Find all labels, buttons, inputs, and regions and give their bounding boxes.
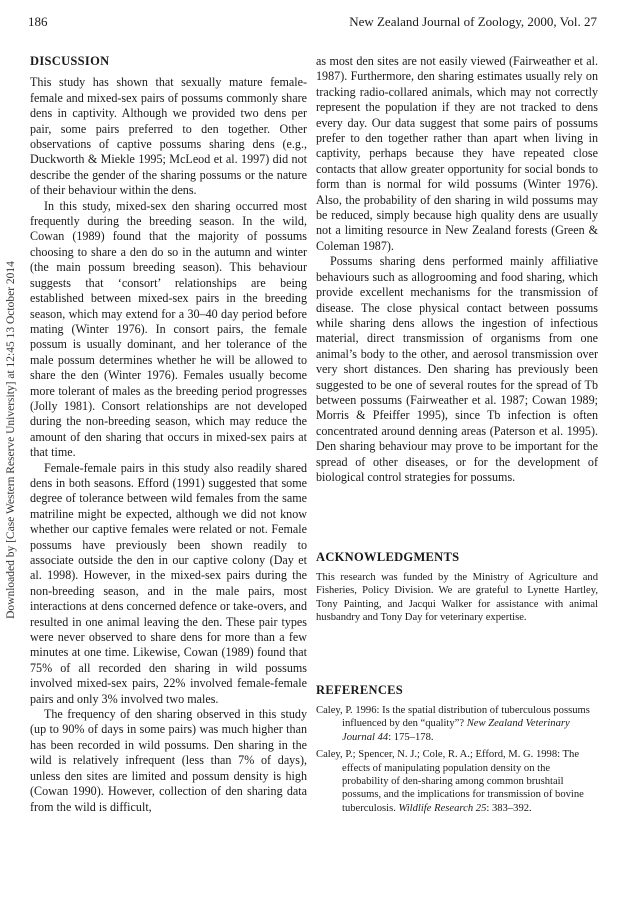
page-number: 186 [28,14,48,29]
discussion-paragraph: as most den sites are not easily viewed (Fairweather et al. 1987). Furthermore, den sharing estimates usually rely on tracking radio-collared animals, which may not correctly represent the population if they are not tracked to dens every day. Our data suggest that some pairs of possums prefer to den together rather than apart when living in captivity, perhaps because they have repeated close contacts that allow greater opportunity for social bonds to form than is normal for wild possums (Winter 1976). Also, the probability of den sharing in wild possums may be reduced, simply because high quality dens are usually not a limiting resource in New Zealand forests (Green & Coleman 1987). [316,54,598,253]
reference-journal: Wildlife Research 25 [398,802,487,814]
references-section [316,683,598,819]
reference-journal: New Zealand Veterinary Journal 44 [342,718,570,743]
watermark-text: Downloaded by [Case Western Reserve University] at 12:45 13 October 2014 [5,261,17,619]
reference-entry [316,704,598,744]
reference-authors: Caley, P. 1996: Is the spatial distribution of tuberculous possums influenced by den “quality”? [316,705,590,730]
discussion-paragraph: Possums sharing dens performed mainly affiliative behaviours such as allogrooming and food sharing, which provide excellent mechanisms for the transmission of disease. The close physical contact between possums while sharing dens allows the ingestion of infectious material, direct transmission of organisms from one animal’s body to the other, and aerosol transmission over very short distances. Den sharing has previously been suggested to be one of several routes for the spread of Tb between possums (Fairweather et al. 1987; Cowan 1989; Morris & Pfeiffer 1995), since Tb infection is often concentrated around denning areas (Paterson et al. 1995). Den sharing behaviour may prove to be important for the spread of other diseases, or for the development of biological control strategies for possums. [316,254,598,484]
reference-authors: Caley, P.; Spencer, N. J.; Cole, R. A.; Efford, M. G. 1998: The effects of manipulating population density on the probability of den-sharing among common brushtail possums, and the implications for transmission of bovine tuberculosis. [316,749,584,814]
right-column [316,54,598,485]
acknowledgments-text: This research was funded by the Ministry of Agriculture and Fisheries, Policy Division. We are grateful to Lynette Hartley, Tony Painting, and Jacqui Walker for assistance with animal husbandry and Tony Day for veterinary expertise. [316,572,598,624]
discussion-paragraph: In this study, mixed-sex den sharing occurred most frequently during the breeding season. In the wild, Cowan (1989) found that the majority of possums choosing to share a den do so in the autumn and winter (the main possum breeding season). This behaviour suggests that ‘consort’ relationships are being established between mixed-sex pairs in the breeding season, which may extend for a 30–40 day period before mating (Winter 1976). In consort pairs, the female possum is usually dominant, and her tolerance of the male possum determines whether he will be allowed to share the den (Winter 1976). Females usually become more tolerant of males as the breeding period progresses (Jolly 1981). Consort relationships are not developed during the non-breeding season, which may reduce the amount of den sharing that occurs in mixed-sex pairs at that time. [30,198,307,460]
discussion-paragraph: This study has shown that sexually mature female-female and mixed-sex pairs of possums commonly share dens in captivity. Although we provided two dens per pair, some pairs preferred to den together. Other observations of captive possums sharing dens (e.g., Duckworth & Miekle 1995; McLeod et al. 1997) did not describe the gender of the sharing possums or the nature of their behaviour within the dens. [30,75,307,198]
acknowledgments-heading: ACKNOWLEDGMENTS [316,550,460,564]
references-heading: REFERENCES [316,683,404,697]
discussion-paragraph: The frequency of den sharing observed in this study (up to 90% of days in some pairs) was much higher than has been recorded in wild possums. Den sharing in the wild is relatively infrequent (less than 7% of days), unless den sites are limited and possum density is high (Cowan 1990). However, collection of den sharing data from the wild is difficult, [30,707,307,814]
journal-title: New Zealand Journal of Zoology, 2000, Vol. 27 [349,14,597,29]
left-column [30,54,307,815]
discussion-paragraph: Female-female pairs in this study also readily shared dens in both seasons. Efford (1991) suggested that some degree of tolerance between wild females from the same matriline might be expected, although we did not know whether our captive females were related or not. Female possums have previously been shown readily to associate outside the den in our captive colony (Day et al. 1998). However, in the mixed-sex pairs during the non-breeding season, and in the male pairs, most interactions at dens concerned defence or take-overs, and resulted in one animal leaving the den. These pair types were never observed to share dens for more than a few minutes at one time. Likewise, Cowan (1989) found that 75% of all recorded den sharing in wild possums involved mixed-sex pairs, 22% involved female-female pairs and only 3% involved two males. [30,460,307,706]
reference-entry [316,748,598,815]
discussion-heading: DISCUSSION [30,54,110,68]
reference-pages: : 383–392. [486,802,532,814]
download-watermark [2,210,20,670]
acknowledgments-section [316,550,598,625]
reference-pages: : 175–178. [388,731,434,743]
